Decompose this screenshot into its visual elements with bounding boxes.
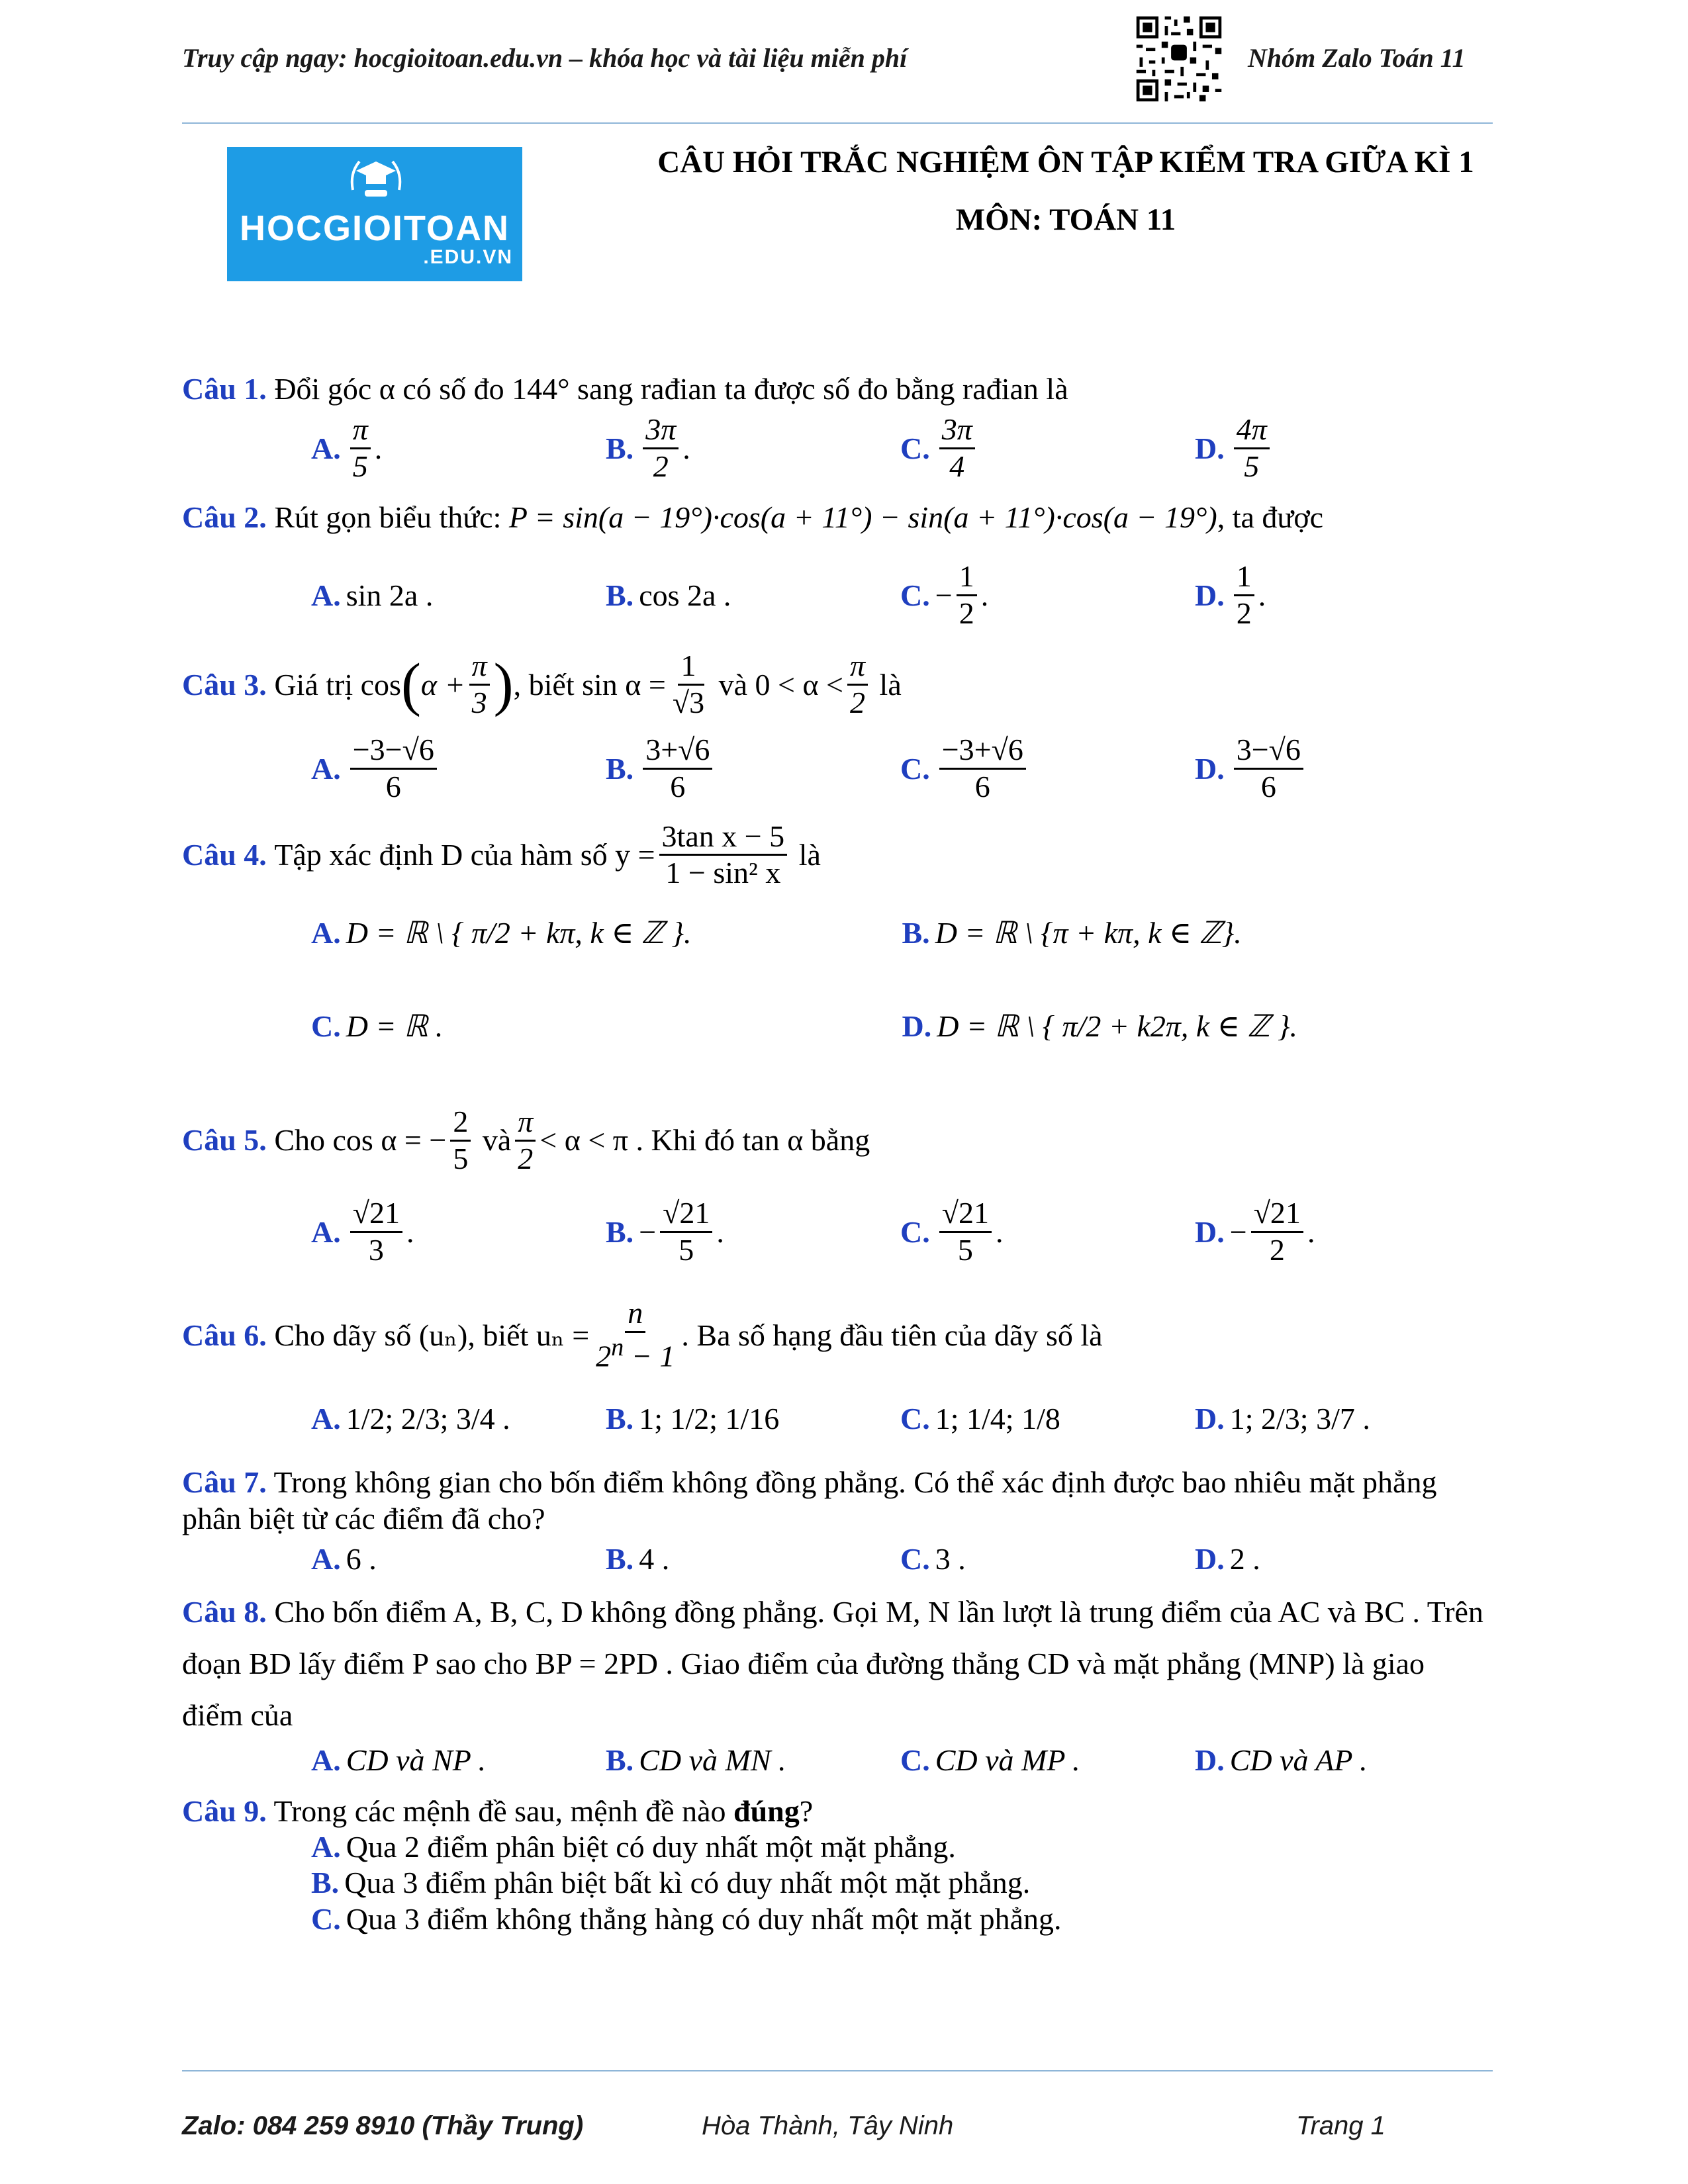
question-tail: < α < π . Khi đó tan α bằng: [539, 1123, 870, 1158]
question-condition: , biết sin α =: [513, 667, 666, 702]
options-row: [311, 733, 1493, 805]
option-a[interactable]: A. CD và NP .: [311, 1743, 487, 1777]
question-number: Câu 4.: [182, 838, 267, 872]
question-text: Cho bốn điểm A, B, C, D không đồng phẳng. Gọi M, N lần lượt là trung điểm của AC và BC . Trên đoạn BD lấy điểm P sao cho BP = 2PD . Giao điểm của đường thẳng CD và mặt phẳng (MNP) là giao điểm của: [182, 1595, 1483, 1733]
question-5: Câu 5. Cho cos α = − $\frac{2}{5}$ và $\frac{\pi}{2}$ < α < π . Khi đó tan α bằng: [182, 1104, 870, 1175]
logo-title: HOCGIOITOAN: [239, 208, 510, 248]
footer-divider: [182, 2070, 1493, 2071]
option-c[interactable]: C. $\frac{3\pi}{4}$: [900, 412, 1195, 484]
options-row: [311, 1400, 1493, 1437]
question-list: [182, 371, 1493, 1937]
options-row: [311, 915, 1493, 951]
options-column: [311, 1829, 1493, 1937]
options-row: [311, 412, 1493, 484]
option-b[interactable]: B. $\frac{3\pi}{2}$ .: [606, 412, 690, 484]
option-d[interactable]: D. D = ℝ \ { π/2 + k2π, k ∈ ℤ }.: [902, 1009, 1298, 1044]
option-c[interactable]: C. $\frac{√21}{5}$ .: [900, 1196, 1004, 1267]
options-row: [311, 1008, 1493, 1044]
question-text: Tập xác định D của hàm số y =: [274, 838, 655, 872]
option-b[interactable]: B. D = ℝ \ {π + kπ, k ∈ ℤ}.: [902, 916, 1242, 950]
question-tail: là: [798, 838, 821, 872]
question-tail: ?: [799, 1794, 814, 1828]
option-b[interactable]: B. cos 2a .: [606, 578, 731, 612]
option-b[interactable]: B. 4 .: [606, 1541, 670, 1576]
options-row: [311, 1742, 1493, 1778]
question-tail: . Ba số hạng đầu tiên của dãy số là: [681, 1318, 1103, 1352]
question-number: Câu 3.: [182, 667, 267, 702]
option-d[interactable]: D. 2 .: [1195, 1541, 1260, 1576]
question-text: Cho dãy số (uₙ), biết uₙ =: [274, 1318, 590, 1352]
question-6: Câu 6. Cho dãy số (uₙ), biết uₙ = $\frac{n}{2^n - 1}$ . Ba số hạng đầu tiên của dãy số là: [182, 1296, 1103, 1373]
option-c[interactable]: C. − $\frac{1}{2}$ .: [900, 559, 989, 631]
graduation-cap-icon: [346, 154, 406, 206]
question-tail: là: [879, 667, 902, 702]
option-a[interactable]: A. $\frac{√21}{3}$ .: [311, 1196, 414, 1267]
question-9: [182, 1793, 1493, 1829]
option-c[interactable]: C. CD và MP .: [900, 1743, 1080, 1777]
page-number: Trang 1: [1296, 2111, 1385, 2140]
option-a[interactable]: A. 6 .: [311, 1541, 377, 1576]
option-b[interactable]: B. − $\frac{√21}{5}$ .: [606, 1196, 724, 1267]
question-text: Cho cos α = −: [274, 1123, 447, 1158]
question-expression: P = sin(a − 19°)·cos(a + 11°) − sin(a + 11°)·cos(a − 19°): [508, 500, 1217, 534]
option-c[interactable]: C. Qua 3 điểm không thẳng hàng có duy nhất một mặt phẳng.: [311, 1901, 1062, 1936]
option-b[interactable]: B. CD và MN .: [606, 1743, 786, 1777]
option-a[interactable]: A. $\frac{\pi}{5}$ .: [311, 412, 383, 484]
question-1: [182, 371, 1493, 407]
question-2: [182, 499, 1493, 535]
question-number: Câu 9.: [182, 1794, 267, 1828]
question-text: Rút gọn biểu thức:: [274, 500, 502, 534]
option-a[interactable]: A. D = ℝ \ { π/2 + kπ, k ∈ ℤ }.: [311, 916, 692, 950]
option-a[interactable]: A. 1/2; 2/3; 3/4 .: [311, 1402, 510, 1436]
option-c[interactable]: C. 3 .: [900, 1541, 966, 1576]
option-d[interactable]: D. $\frac{1}{2}$ .: [1195, 559, 1266, 631]
question-tail: , ta được: [1217, 500, 1324, 534]
question-text: Trong các mệnh đề sau, mệnh đề nào: [273, 1794, 726, 1828]
logo-subtitle: .EDU.VN: [423, 246, 513, 268]
question-7: [182, 1464, 1493, 1537]
option-c[interactable]: C. 1; 1/4; 1/8: [900, 1402, 1060, 1436]
question-3: Câu 3. Giá trị cos ( α + $\frac{\pi}{3}$ ) , biết sin α = $\frac{1}{√3}$ và 0 < α < $\frac{\pi}{2}$ là: [182, 648, 902, 719]
options-row: [311, 559, 1493, 631]
question-number: Câu 1.: [182, 372, 267, 406]
option-d[interactable]: D. 1; 2/3; 3/7 .: [1195, 1402, 1370, 1436]
option-c[interactable]: C. $\frac{-3+√6}{6}$: [900, 733, 1195, 805]
question-8: [182, 1586, 1493, 1742]
option-b[interactable]: B. Qua 3 điểm phân biệt bất kì có duy nhất một mặt phẳng.: [311, 1866, 1031, 1900]
option-d[interactable]: D. $\frac{4\pi}{5}$: [1195, 412, 1489, 484]
option-d[interactable]: D. CD và AP .: [1195, 1743, 1368, 1777]
question-text: Đổi góc α có số đo 144° sang rađian ta được số đo bằng rađian là: [274, 372, 1068, 406]
header-left-text: Truy cập ngay: hocgioitoan.edu.vn – khóa học và tài liệu miễn phí: [182, 43, 908, 73]
option-a[interactable]: A. $\frac{-3-√6}{6}$: [311, 733, 606, 805]
document-title: CÂU HỎI TRẮC NGHIỆM ÔN TẬP KIỂM TRA GIỮA KÌ 1: [657, 145, 1474, 179]
header-divider: [182, 122, 1493, 124]
question-number: Câu 7.: [182, 1465, 267, 1499]
footer-location: Hòa Thành, Tây Ninh: [702, 2111, 954, 2140]
question-number: Câu 2.: [182, 500, 267, 534]
option-b[interactable]: B. $\frac{3+√6}{6}$: [606, 733, 900, 805]
option-d[interactable]: D. − $\frac{√21}{2}$ .: [1195, 1196, 1315, 1267]
question-number: Câu 5.: [182, 1123, 267, 1158]
header-right-text: Nhóm Zalo Toán 11: [1248, 43, 1466, 73]
question-text: Giá trị cos: [274, 667, 401, 702]
question-4: Câu 4. Tập xác định D của hàm số y = $\frac{\text{3tan x − 5}}{\text{1 − sin² x}}$ là: [182, 819, 821, 890]
option-a[interactable]: A. sin 2a .: [311, 578, 434, 612]
option-c[interactable]: C. D = ℝ .: [311, 1009, 444, 1044]
document-subject: MÔN: TOÁN 11: [955, 203, 1176, 237]
question-condition: và: [482, 1123, 512, 1158]
footer-contact: Zalo: 084 259 8910 (Thầy Trung): [182, 2111, 584, 2140]
qr-code: [1133, 13, 1225, 105]
question-number: Câu 8.: [182, 1595, 267, 1629]
question-number: Câu 6.: [182, 1318, 267, 1352]
option-a[interactable]: A. Qua 2 điểm phân biệt có duy nhất một mặt phẳng.: [311, 1830, 956, 1864]
question-text: Trong không gian cho bốn điểm không đồng phẳng. Có thể xác định được bao nhiêu mặt phẳng phân biệt từ các điểm đã cho?: [182, 1465, 1437, 1535]
question-condition-2: và 0 < α <: [718, 667, 843, 702]
option-b[interactable]: B. 1; 1/2; 1/16: [606, 1402, 780, 1436]
options-row: [311, 1541, 1493, 1577]
logo: [227, 147, 522, 281]
question-emphasis: đúng: [733, 1794, 800, 1828]
option-d[interactable]: D. $\frac{3-√6}{6}$: [1195, 733, 1489, 805]
options-row: [311, 1196, 1493, 1268]
